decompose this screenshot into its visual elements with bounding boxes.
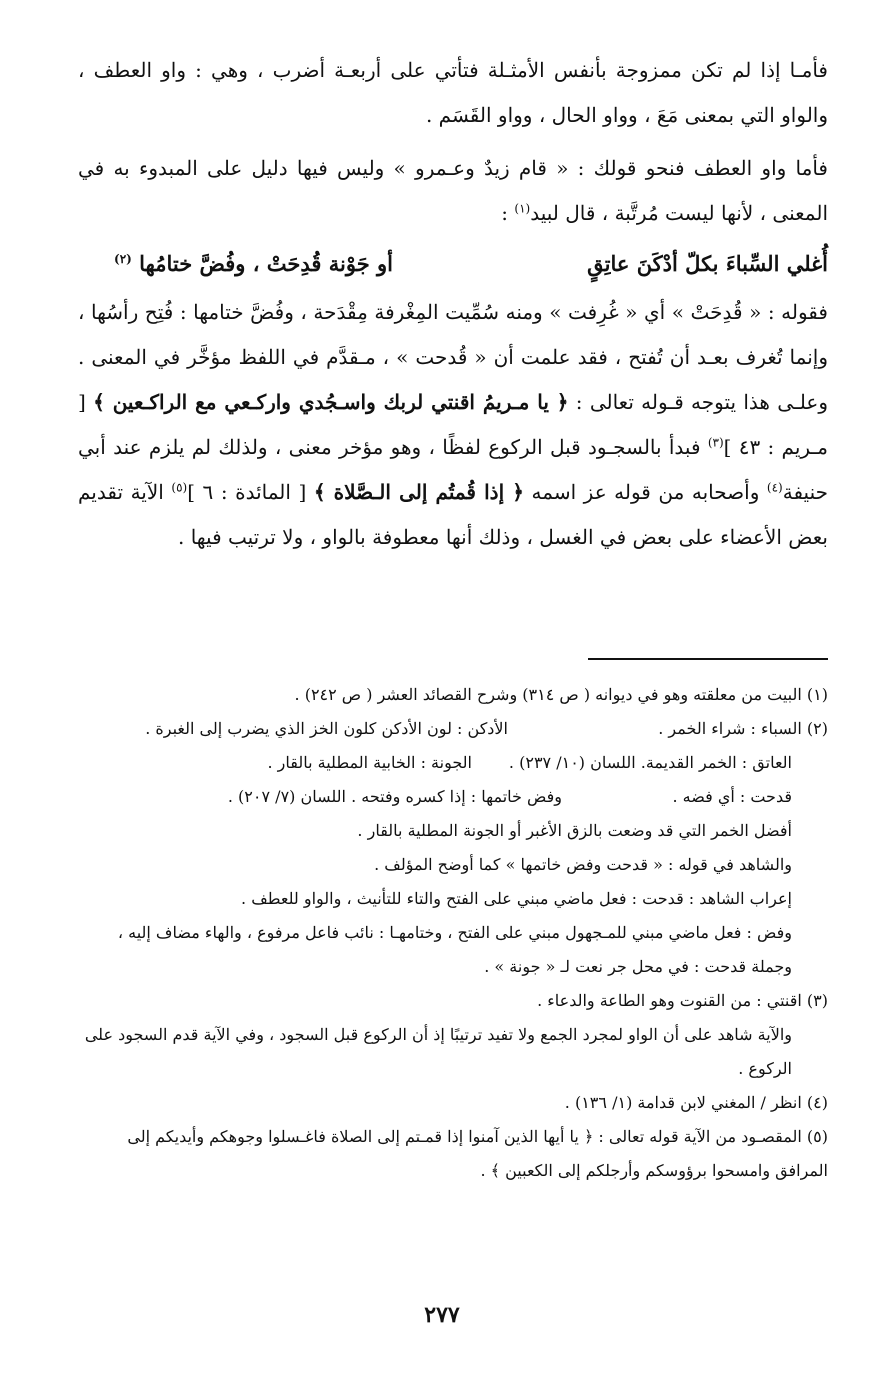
footnote-2-jawna: الجونة : الخابية المطلية بالقار . [267,753,472,772]
main-text [78,48,828,560]
footnote-ref-1: (١) [514,201,531,216]
footnote-4: (٤) انظر / المغني لابن قدامة (١/ ١٣٦) . [564,1093,828,1112]
footnote-2-line-1 [78,712,828,746]
paragraph-2 [78,146,828,236]
footnote-2-line-3 [78,780,828,814]
paragraph-3-part-c: فبدأ بالسجـود قبل الركوع لفظًا ، وهو مؤخر معنى ، ولذلك لم يلزم عند أبي حنيفة [78,435,828,504]
quran-quote-maida: ﴿ إذا قُمتُم إلى الـصَّلاة ﴾ [313,480,524,504]
paragraph-3-part-a: فقوله : « قُدِحَتْ » أي « غُرِفت » ومنه سُمِّيت المِغْرفة مِقْدَحة ، وفُضَّ ختامها : فُتِح رأسُها ، وإنما تُغرف بعـد أن تُفتح ، فقد علمت أن « قُدحت » ، مـقدَّم في اللفظ مؤخَّر في المعنى . وعلـى هذا يتوجه قـوله تعالى : [78,300,828,414]
footnote-2-sibaa: (٢) السباء : شراء الخمر . [658,719,828,738]
footnote-separator [588,658,828,660]
paragraph-3-part-d: وأصحابه من قوله عز اسمه [524,480,767,504]
footnote-ref-3: (٣) [707,435,724,450]
verse-first-hemistich: أُغلي السِّباءَ بكلّ أدْكَنَ عاتِقٍ [587,251,828,276]
footnote-3-line-1: (٣) اقنتي : من القنوت وهو الطاعة والدعاء . [537,991,828,1010]
footnote-ref-2: (٢) [114,252,132,266]
footnote-2-line-2 [78,746,828,780]
footnote-2-line-4: أفضل الخمر التي قد وضعت بالزق الأغبر أو الجونة المطلية بالقار . [357,821,792,840]
verse-second-hemistich [114,240,393,288]
footnote-2-line-6: إعراب الشاهد : قدحت : فعل ماضي مبني على الفتح والتاء للتأنيث ، والواو للعطف . [241,889,792,908]
footnote-5: (٥) المقصـود من الآية قوله تعالى : ﴿ يا أيها الذين آمنوا إذا قمـتم إلى الصلاة فاغـسلوا وجوهكم وأيديكم إلى المرافق وامسحوا برؤوسكم وأرجلكم إلى الكعبين ﴾ . [127,1127,828,1180]
footnote-3-line-2: والآية شاهد على أن الواو لمجرد الجمع ولا تفيد ترتيبًا إذ أن الركوع قبل السجود ، وفي الآية قدم السجود على الركوع . [84,1025,792,1078]
paragraph-3 [78,290,828,560]
footnote-ref-4: (٤) [766,480,783,495]
footnote-2-qudihat: قدحت : أي فضه . [672,787,792,806]
citation-maryam: [ مـريم : ٤٣ ] [78,390,829,459]
footnote-2-line-7: وفض : فعل ماضي مبني للمـجهول مبني على الفتح ، وختامهـا : نائب فاعل مرفوع ، والهاء مضاف إليه ، وجملة قدحت : في محل جر نعت لـ « جونة » . [117,923,792,976]
footnote-2-line-5: والشاهد في قوله : « قدحت وفض خاتمها » كما أوضح المؤلف . [374,855,792,874]
paragraph-2-end: : [501,201,515,225]
paragraph-3-part-f: الآية تقديم بعض الأعضاء على بعض في الغسل ، وذلك أنها معطوفة بالواو ، ولا ترتيب فيها . [78,480,828,549]
footnote-1: (١) البيت من معلقته وهو في ديوانه ( ص ٣١٤) وشرح القصائد العشر ( ص ٢٤٢) . [294,685,828,704]
paragraph-2-text: فأما واو العطف فنحو قولك : « قام زيدٌ وعـمرو » وليس فيها دليل على المبدوء به في المعنى ، لأنها ليست مُرتَّبة ، قال لبيد [78,156,828,225]
footnotes [78,678,828,1188]
footnote-2-atiq: العاتق : الخمر القديمة. اللسان (١٠/ ٢٣٧) . [508,753,792,772]
citation-maida: [ المائدة : ٦ ] [187,480,314,504]
paragraph-1: فأمـا إذا لم تكن ممزوجة بأنفس الأمثـلة فتأتي على أربعـة أضرب ، وهي : واو العطف ، والواو التي بمعنى مَعَ ، وواو الحال ، وواو القَسَم . [78,58,828,127]
footnote-2-adkan: الأدكن : لون الأدكن كلون الخز الذي يضرب إلى الغبرة . [145,719,508,738]
verse-second-text: أو جَوْنة قُدِحَتْ ، وفُضَّ ختامُها [139,251,393,276]
poem-verse [78,240,828,288]
quran-quote-maryam: ﴿ يا مـريمُ اقنتي لربك واسـجُدي واركـعي مع الراكـعين ﴾ [93,390,569,414]
page-number: ٢٧٧ [424,1302,460,1328]
footnote-ref-5: (٥) [171,480,188,495]
footnote-2-fuda: وفض خاتمها : إذا كسره وفتحه . اللسان (٧/ ٢٠٧) . [227,787,562,806]
